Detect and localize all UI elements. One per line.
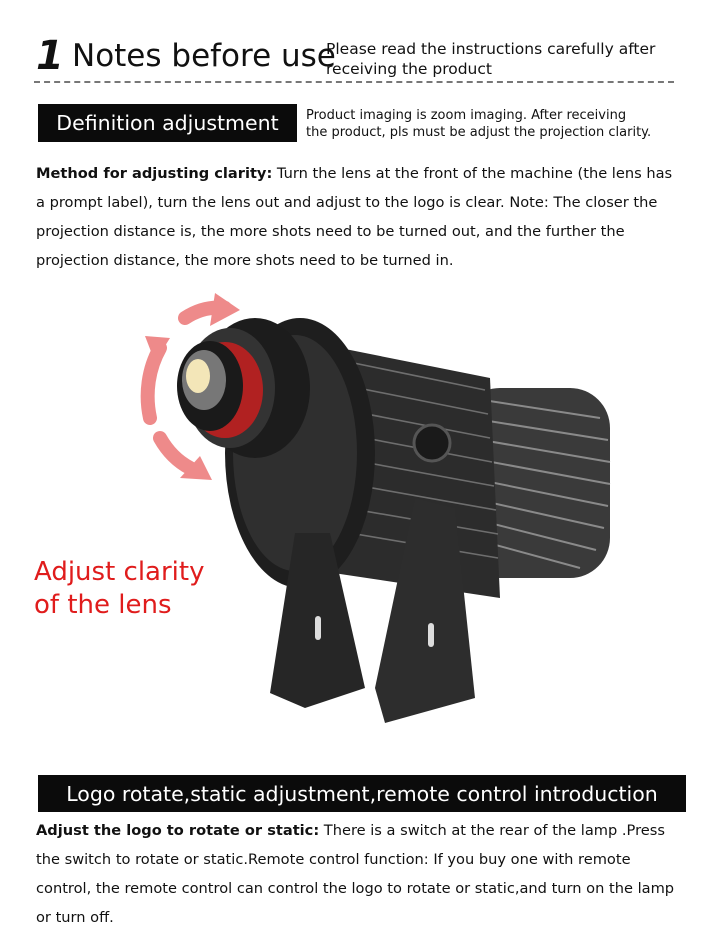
title-note-line-2: receiving the product — [326, 60, 492, 78]
clarity-method-label: Method for adjusting clarity: — [36, 165, 273, 182]
logo-rotate-label: Adjust the logo to rotate or static: — [36, 822, 320, 839]
logo-rotate-paragraph — [36, 816, 676, 932]
clarity-method-paragraph — [36, 159, 676, 275]
section-title-note — [326, 39, 686, 79]
definition-note-line-2: the product, pls must be adjust the projection clarity. — [306, 125, 652, 140]
logo-rotate-text: There is a switch at the rear of the lamp .Press the switch to rotate or static.Remote control function: If you buy one with remote control, the remote control can control the logo to rotate or static,and turn on the lamp or turn off. — [36, 822, 675, 926]
caption-line-1: Adjust clarity — [34, 557, 205, 587]
lens-assembly — [177, 318, 310, 458]
clarity-method-text: Turn the lens at the front of the machine (the lens has a prompt label), turn the lens out and adjust to the logo is clear. Note: The closer the projection distance is, the more shots need to be turned out, and the further the projection distance, the more shots need to be turned in. — [36, 165, 673, 269]
caption-line-2: of the lens — [34, 590, 172, 620]
definition-note — [306, 107, 686, 141]
projector-illustration — [130, 278, 630, 738]
section-number: 1 — [36, 33, 64, 79]
definition-note-line-1: Product imaging is zoom imaging. After receiving — [306, 108, 627, 123]
title-note-line-1: Please read the instructions carefully after — [326, 40, 656, 58]
definition-adjustment-tag: Definition adjustment — [38, 104, 297, 142]
section-title: Notes before use — [72, 38, 336, 74]
lens-clarity-caption — [34, 556, 205, 622]
logo-rotate-tag: Logo rotate,static adjustment,remote control introduction — [38, 775, 686, 812]
dashed-divider — [34, 81, 674, 83]
